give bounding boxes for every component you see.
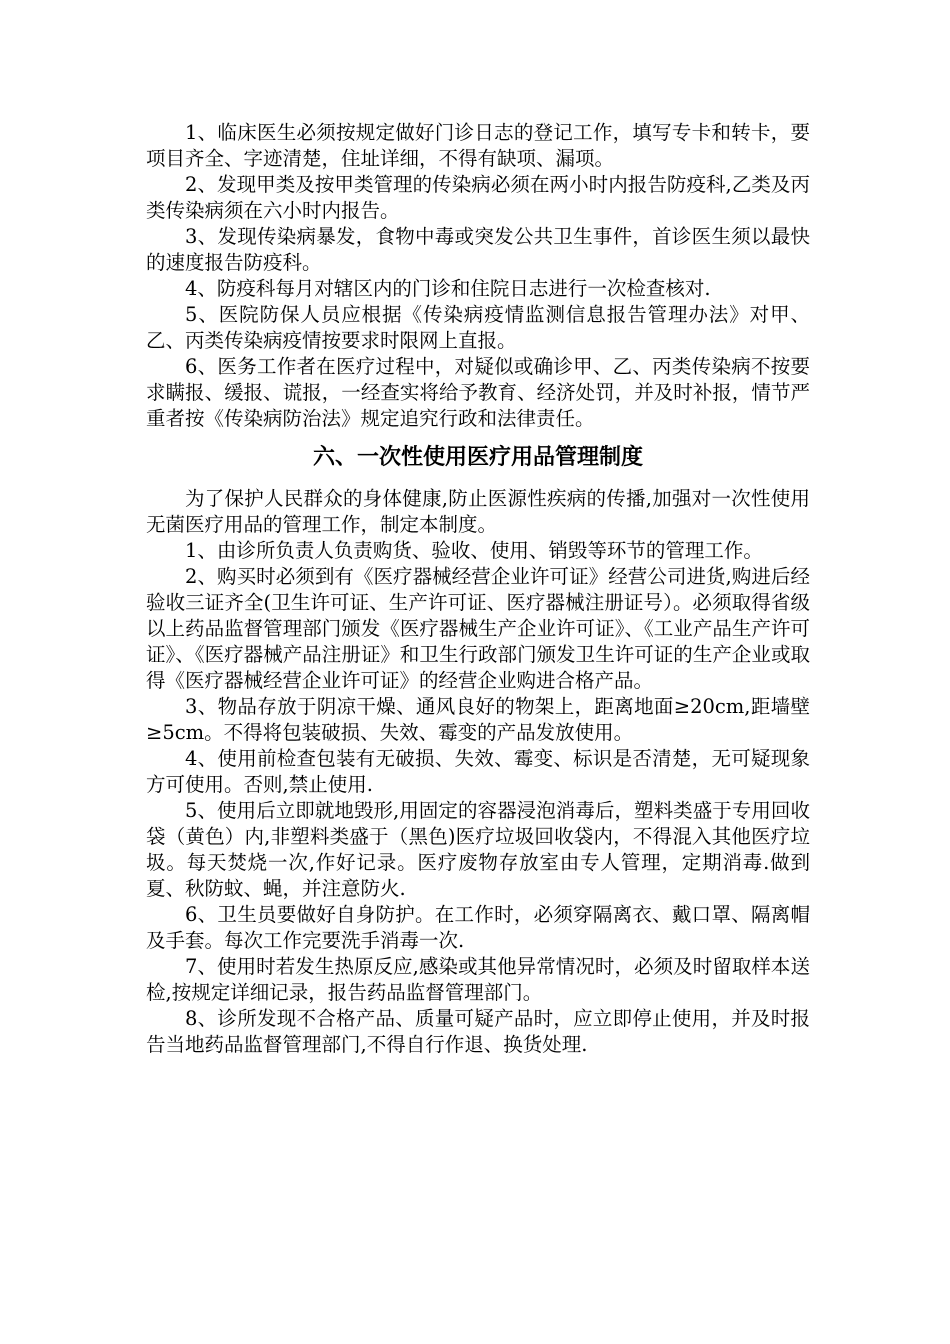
section-6-item-3: 3、物品存放于阴凉干燥、通风良好的物架上，距离地面≥20cm,距墙壁≥5cm。不得将包装破损、失效、霉变的产品发放使用。 [146, 695, 810, 744]
section-5-item-2: 2、发现甲类及按甲类管理的传染病必须在两小时内报告防疫科,乙类及丙类传染病须在六小时内报告。 [146, 173, 810, 222]
section-6-item-8: 8、诊所发现不合格产品、质量可疑产品时，应立即停止使用，并及时报告当地药品监督管理部门,不得自行作退、换货处理. [146, 1007, 810, 1056]
section-5-item-4: 4、防疫科每月对辖区内的门诊和住院日志进行一次检查核对. [185, 277, 711, 300]
section-5-item-5: 5、医院防保人员应根据《传染病疫情监测信息报告管理办法》对甲、乙、丙类传染病疫情按要求时限网上直报。 [146, 303, 810, 352]
section-6-item-5: 5、使用后立即就地毁形,用固定的容器浸泡消毒后，塑料类盛于专用回收袋（黄色）内,非塑料类盛于（黑色)医疗垃圾回收袋内，不得混入其他医疗垃圾。每天焚烧一次,作好记录。医疗废物存放室由专人管理，定期消毒.做到夏、秋防蚊、蝇，并注意防火. [146, 799, 810, 900]
section-6-item-6: 6、卫生员要做好自身防护。在工作时，必须穿隔离衣、戴口罩、隔离帽及手套。每次工作完要洗手消毒一次. [146, 903, 810, 952]
section-6-item-2: 2、购买时必须到有《医疗器械经营企业许可证》经营公司进货,购进后经验收三证齐全(卫生许可证、生产许可证、医疗器械注册证号）。必须取得省级以上药品监督管理部门颁发《医疗器械生产企业许可证》、《工业产品生产许可证》、《医疗器械产品注册证》和卫生行政部门颁发卫生许可证的生产企业或取得《医疗器械经营企业许可证》的经营企业购进合格产品。 [146, 565, 810, 692]
section-6-item-7: 7、使用时若发生热原反应,感染或其他异常情况时，必须及时留取样本送检,按规定详细记录，报告药品监督管理部门。 [146, 955, 810, 1004]
section-5-item-3: 3、发现传染病暴发，食物中毒或突发公共卫生事件，首诊医生须以最快的速度报告防疫科。 [146, 225, 810, 274]
section-6-intro: 为了保护人民群众的身体健康,防止医源性疾病的传播,加强对一次性使用无菌医疗用品的管理工作，制定本制度。 [146, 487, 810, 536]
section-6-title: 六、一次性使用医疗用品管理制度 [312, 445, 643, 470]
document-page [146, 120, 810, 1058]
section-5-item-1: 1、临床医生必须按规定做好门诊日志的登记工作，填写专卡和转卡，要项目齐全、字迹清楚，住址详细，不得有缺项、漏项。 [146, 121, 810, 170]
section-5-item-6: 6、医务工作者在医疗过程中，对疑似或确诊甲、乙、丙类传染病不按要求瞒报、缓报、谎报，一经查实将给予教育、经济处罚，并及时补报，情节严重者按《传染病防治法》规定追究行政和法律责任。 [146, 355, 810, 430]
section-6-item-1: 1、由诊所负责人负责购货、验收、使用、销毁等环节的管理工作。 [185, 539, 763, 562]
section-6-item-4: 4、使用前检查包装有无破损、失效、霉变、标识是否清楚，无可疑现象方可使用。否则,禁止使用. [146, 747, 810, 796]
